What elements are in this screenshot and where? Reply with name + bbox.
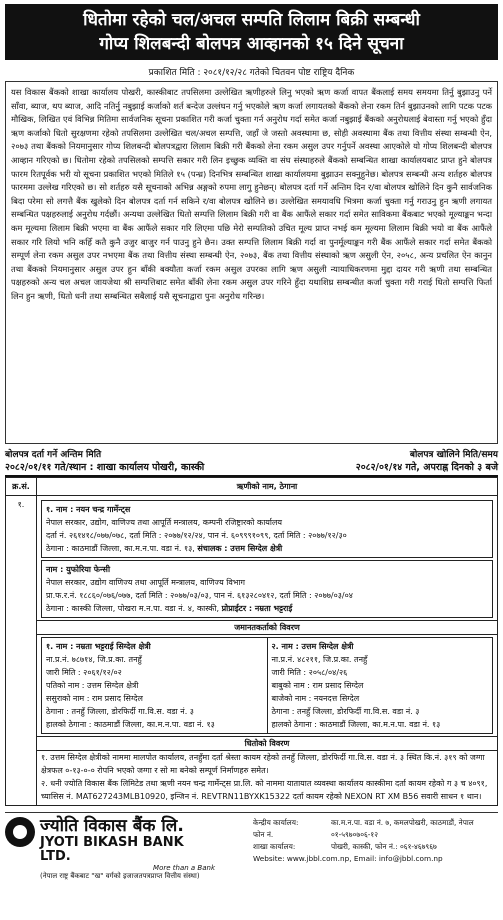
guarantor-1-address1: ठेगाना : तनहुँ जिल्ला, डोरफिर्दी गा.वि.स. वडा नं. ३ xyxy=(46,707,194,716)
borrower-2-name: नाम : युफोरिया फेन्सी xyxy=(46,565,111,574)
borrower-1-director: संचालक : उत्तम सिग्देल क्षेत्री xyxy=(197,544,283,553)
footer xyxy=(5,812,498,881)
bank-logo-text xyxy=(40,817,215,881)
branch-office-label: शाखा कार्यालय: xyxy=(253,842,296,851)
borrower-1-address: ठेगाना : काठमाडौं जिल्ला, का.म.न.पा. वडा नं. १३, xyxy=(46,544,195,553)
notice-title xyxy=(5,4,498,60)
guarantor-1-issued: जारी मिति : २०६१/१२/०२ xyxy=(46,668,122,677)
title-line-2: गोप्य शिलबन्दी बोलपत्र आव्हानको १५ दिने सूचना xyxy=(99,34,404,54)
guarantor-2-name: २. नाम : उत्तम सिग्देल क्षेत्री xyxy=(271,642,354,651)
borrower-2-line3 xyxy=(46,602,488,615)
guarantor-2 xyxy=(267,638,493,734)
bank-name-en: JYOTI BIKASH BANK LTD. xyxy=(40,835,184,864)
central-office-value: का.म.न.पा. वडा नं. ७, कमलपोखरी, काठमाडौं, नेपाल xyxy=(331,818,474,827)
deadline-values xyxy=(5,460,498,477)
collateral-header: धितोको विवरण xyxy=(37,736,497,751)
opening-value: २०८२/०१/१४ गते, अपराह्न दिनको ३ बजे xyxy=(355,462,498,473)
title-line-1: धितोमा रहेको चल/अचल सम्पति लिलाम बिक्री सम्बन्धी xyxy=(83,10,420,30)
guarantor-1 xyxy=(42,638,268,734)
borrower-2 xyxy=(41,560,493,618)
branch-office-value: पोखरी, कास्की, फोन नं.: ०६१-४६७९६७ xyxy=(331,842,437,851)
deadline-value: २०८२/०१/११ गते/स्थान : शाखा कार्यालय पोखरी, कास्की xyxy=(5,462,205,473)
bank-tagline: More than a Bank xyxy=(153,864,215,872)
bank-logo-icon xyxy=(5,817,35,847)
borrower-1-line3 xyxy=(46,542,488,555)
branch-office xyxy=(253,841,498,853)
guarantor-1-father: पतिको नाम : उत्तम सिग्देल क्षेत्री xyxy=(46,681,139,690)
guarantor-2-address1: ठेगाना : तनहुँ जिल्ला, डोरफिर्दी गा.वि.स. वडा नं. ३ xyxy=(271,707,420,716)
guarantor-2-issued: जारी मिति : २०५८/०४/२६ xyxy=(271,668,348,677)
guarantor-1-grandfather: ससुराको नाम : राम प्रसाद सिग्देल xyxy=(46,694,143,703)
guarantor-2-citizenship: ना.प्र.नं. ४८२११, जि.प्र.का. तनहुँ xyxy=(271,655,368,664)
license-footnote: (नेपाल राष्ट्र बैंकबाट "ख" वर्गको इजाजतपत्रप्राप्त वित्तीय संस्था) xyxy=(40,872,200,880)
opening-label: बोलपत्र खोलिने मिति/समय xyxy=(409,450,498,460)
deadline-labels xyxy=(5,447,498,460)
website-email[interactable]: Website: www.jbbl.com.np, Email: info@jbbl.com.np xyxy=(253,854,443,863)
borrower-1-line1: नेपाल सरकार, उद्योग, वाणिज्य तथा आपूर्ति मन्त्रालय, कम्पनी रजिष्ट्रारको कार्यालय xyxy=(46,518,283,527)
borrower-2-proprietor: प्रोप्राईटर : नम्रता भट्टराई xyxy=(221,604,293,613)
borrower-1-name: १. नाम : नयन चन्द्र गार्मेन्ट्स xyxy=(46,505,131,514)
collateral-1: १. उत्तम सिग्देल क्षेत्रीको नाममा मालपोत कार्यालय, तनहुँमा दर्ता श्रेस्ता कायम रहेको तनहुँ जिल्ला, डोरफिर्दी गा.वि.स. वडा नं. ३ स्थित कि.नं. ३१९ को जग्गा क्षेत्रफल ०-१३-०-० रोपनि भएको जग्गा र सो मा बनेको सम्पूर्ण निर्माणहरु समेत। xyxy=(41,753,485,775)
bank-name-np: ज्योति विकास बैंक लि. xyxy=(40,816,184,836)
borrower-1 xyxy=(41,500,493,558)
details-table xyxy=(5,477,498,806)
office-info xyxy=(253,817,498,865)
guarantor-header: जमानतकर्ताको विवरण xyxy=(37,620,497,635)
borrower-cell xyxy=(37,496,498,806)
publication-line: प्रकाशित मिति : २०८१/१२/२८ गतेको चितवन पोष्ट राष्ट्रिय दैनिक xyxy=(148,68,355,78)
borrower-2-address: ठेगाना : कास्की जिल्ला, पोखरा म.न.पा. वडा नं. ४, कास्की, xyxy=(46,604,220,613)
collateral-2: २. धनी ज्योति विकास बैंक लिमिटेड तथा ऋणी नयन चन्द्र गार्मेन्ट्स प्रा.लि. को नाममा यातायात व्यवस्था कार्यालय कास्कीमा दर्ता कायम रहेको ग ३ च ४०९१, च्यासिस नं. MAT627243MLB10920, इन्जिन नं. REVTRN11BYXK15322 दर्ता कायम रहेको NEXON RT XM B56 सवारी साधन १ थान। xyxy=(41,779,488,801)
borrower-2-line2: प्रा.फ.र.नं. १८८६०/०७६/०७७, दर्ता मिति : २०७७/०३/०३, पान नं. ६१३२८०४१२, दर्ता मिति : २०७७/०३/०४ xyxy=(46,591,353,600)
borrower-1-line2: दर्ता नं. २६१४१८/०७७/०७८, दर्ता मिति : २०७७/१२/२४, पान नं. ६०९९९१०९९, दर्ता मिति : २०७७/१२/३० xyxy=(46,531,347,540)
website-line[interactable] xyxy=(253,853,498,865)
phone-value: ०१-५९७०७०६-१२ xyxy=(331,830,379,839)
guarantor-2-grandfather: बाजेको नाम : नयनदत्त सिग्देल xyxy=(271,694,360,703)
row-sn: १. xyxy=(6,496,37,806)
central-office-label: केन्द्रीय कार्यालय: xyxy=(253,818,299,827)
guarantor-table xyxy=(41,637,493,734)
name-header: ऋणीको नाम, ठेगाना xyxy=(37,478,498,496)
phone-label: फोन नं. xyxy=(253,830,274,839)
guarantor-1-address2: हालको ठेगाना : काठमाडौं जिल्ला, का.म.न.पा. वडा नं. १३ xyxy=(46,720,215,729)
guarantor-2-address2: हालको ठेगाना : काठमाडौं जिल्ला, का.म.न.पा. वडा नं. १३ xyxy=(271,720,441,729)
sn-header: क्र.सं. xyxy=(6,478,37,496)
phone-line xyxy=(253,829,498,841)
central-office xyxy=(253,817,498,829)
guarantor-1-name: १. नाम : नम्रता भट्टराई सिग्देल क्षेत्री xyxy=(46,642,151,651)
guarantor-1-citizenship: ना.प्र.नं. ७८७१४, जि.प्र.का. तनहुँ xyxy=(46,655,142,664)
notice-body: यस विकास बैंकको शाखा कार्यालय पोखरी, कास्कीबाट तपसिलमा उल्लेखित ऋणीहरुले लिनु भएको ऋण कर्जा वापत बैंकलाई समय समयमा तिर्नु बुझाउनु पर्ने साँवा, ब्याज, थप ब्याज, आदि नतिर्नु नबुझाई कर्जाको शर्त बन्देज उल्लंघन गर्नु भएकोले ऋण कर्जा लगायतको बैंकको लेना रकम तिर्न बुझाउनको लागि पटक पटक मौखिक, लिखित एवं विभिन्न मितिमा सार्वजनिक सूचना प्रकाशित गरी कर्जा चुक्ता गर्न अनुरोध गर्दा समेत कर्जा नबुझाई बैंकको अनुरोधलाई बेवास्ता गर्नु भएको हुँदा ऋण कर्जाको धितो सुरक्षणमा रहेको तपसिलमा उल्लेखित चल/अचल सम्पत्ति, जहाँ जे जस्तो अवस्थामा छ, सोही अवस्थामा बैंक तथा वित्तीय संस्था सम्बन्धी ऐन, २०७३ तथा बैंकको नियमानुसार गोप्य शिलबन्दी बोलपत्रद्वारा लिलाम बिक्री गरी बैंकको लेना रकम असुल उपर गर्नुपर्ने अवस्था आएकोले यो गोप्य शिलबन्दी बोलपत्र आव्हान गरिएको छ। धितोमा रहेको तपसिलको सम्पत्ति सकार गरी लिन इच्छुक व्यक्ति वा संघ संस्थाहरुले बैंकको सम्बन्धित शाखा कार्यालयबाट प्राप्त हुने बोलपत्र फारम रितपूर्वक भरी यो सूचना प्रकाशित भएको मितिले १५ (पन्ध्र) दिनभित्र सम्बन्धित शाखा कार्यालयमा बुझाउन सक्नुहुनेछ। बोलपत्र सम्बन्धी अन्य शर्तहरु बोलपत्र फारममा उल्लेख गरिएको छ। सो शर्तहरु यसै सूचनाको अभिन्न अङ्गको रुपमा लागु हुनेछन्। बोलपत्र दर्ता गर्ने अन्तिम दिन र/वा बोलपत्र खोलिने दिन कुनै सार्वजनिक बिदा परेमा सो लगत्तै बैंक खुलेको दिन बोलपत्र दर्ता गर्न सकिने र/वा बोलपत्र खोलिने छ। उल्लेखित समयावधि भित्रमा कर्जा चुक्ता गर्नु गराउनु हुन ऋणी लगायत सम्बन्धित पक्षहरुलाई अनुरोध गर्दछौं। अन्यथा उल्लेखित धितो सम्पत्ति लिलाम बिक्री गरी वा बैंक आफैंले सकार गर्दा समेत साविकमा बैंकबाट भएको मूल्याङ्कन भन्दा कम मूल्यमा लिलाम बिक्री भएमा वा बैंक आफैंले सकार गरि लिएमा पछि मेरो सम्पतिको उचित मूल्य प्राप्त नभई कम मूल्यमा लिलाम बिक्री भयो वा बैंक आफैंले सकार गरि लियो भनि कहिँ कतै कुनै उजुर बाजुर गर्न पाउनु हुने छैन। उक्त सम्पत्ति लिलाम बिक्री गर्दा वा पुनर्मूल्याङ्कन गरी बैंक आफैंले सकार गर्दा समेत बैंकको सम्पूर्ण लेना रकम असुल उपर नभएमा बैंक तथा वित्तीय संस्था सम्बन्धी ऐन, २०७३, बैंक तथा वित्तीय संस्थाको ऋण असुली ऐन, २०५८, अन्य प्रचलित ऐन कानुन तथा बैंकको नियमानुसार असुल उपर हुन बाँकी बक्यौता कर्जा रकम असुल उपरका लागि ऋण असुली न्यायाधिकरणमा मुद्दा दायर गरी ऋणी तथा सम्बन्धित पक्षहरुको अन्य चल अचल जायजेथा श्री सम्पत्तिबाट समेत बाँकी लेना रकम असुल उपर गरिने हुँदा यथाशिघ्र सम्बन्धीत कर्जा चुक्ता गरी गराई धितो सम्पत्ति फिर्ता लिन हुन ऋणी, धितो धनी तथा सम्बन्धित सबैलाई यसै सूचनाद्वारा पुनः अनुरोध गरिन्छ। xyxy=(5,81,498,444)
deadline-label: बोलपत्र दर्ता गर्ने अन्तिम मिति xyxy=(5,450,102,460)
guarantor-2-father: बाबुको नाम : राम प्रसाद सिग्देल xyxy=(271,681,364,690)
borrower-2-line1: नेपाल सरकार, उद्योग वाणिज्य तथा आपूर्ति मन्त्रालय, वाणिज्य विभाग xyxy=(46,578,246,587)
